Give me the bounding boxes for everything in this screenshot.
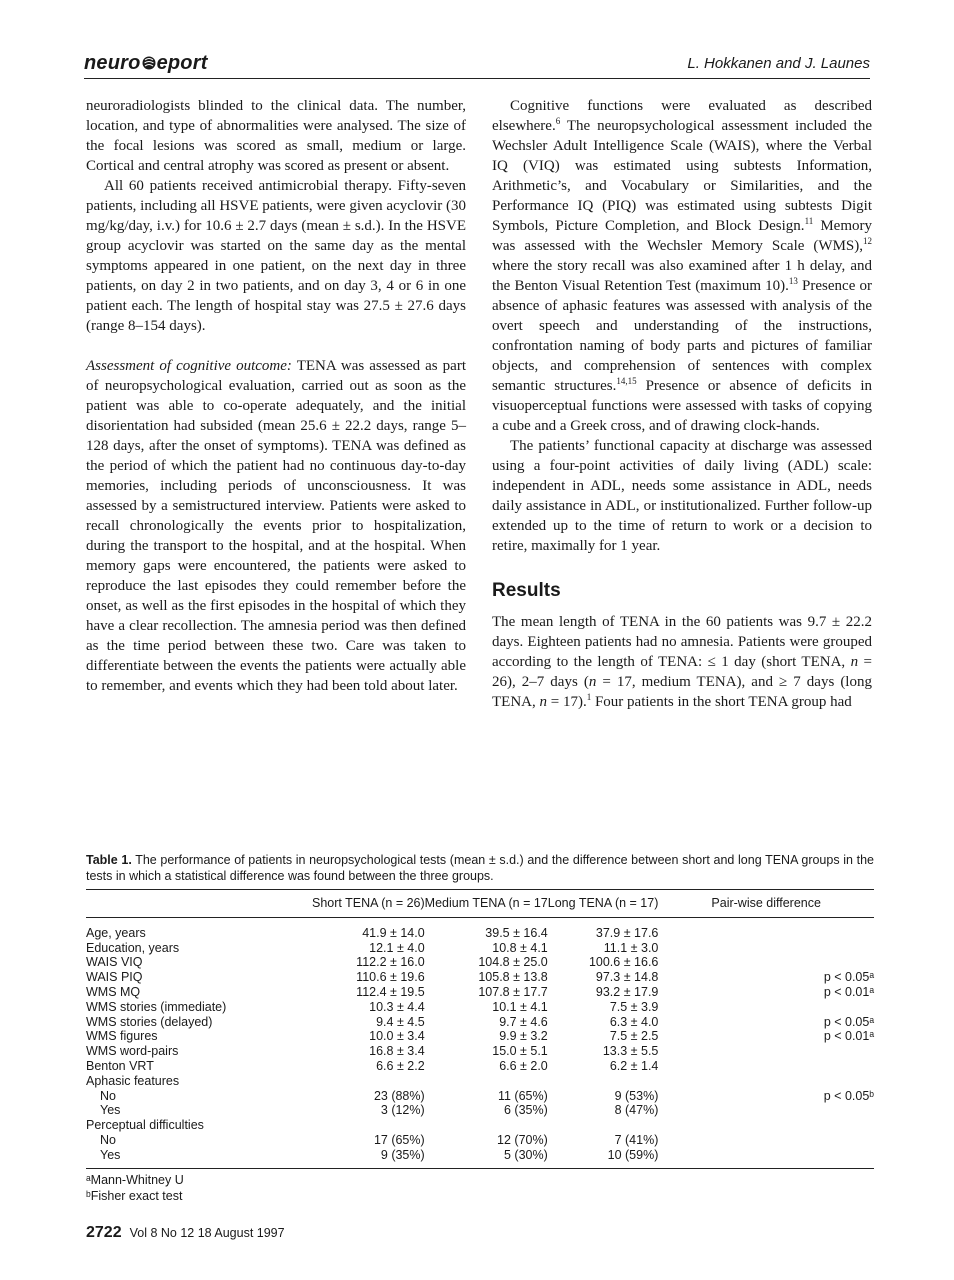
table-header-cell xyxy=(86,890,312,918)
table-header-cell: Pair-wise difference xyxy=(658,890,874,918)
table-cell-short: 17 (65%) xyxy=(373,1132,425,1147)
table-cell-diff xyxy=(658,1118,874,1133)
text-segment: The mean length of TENA in the 60 patients was 9.7 ± 22.2 days. Eighteen patients had no amnesia. Patients were grouped according to the length of TENA: ≤ 1 day (short TENA, xyxy=(492,614,872,670)
table-cell-diff: p < 0.01ᵃ xyxy=(823,984,874,999)
text-segment: Presence or absence of deficits in visuoperceptual functions were assessed with tasks of copying a cube and a Greek cross, and of drawing clock-hands. xyxy=(492,378,872,434)
footnote-fisher: ᵇFisher exact test xyxy=(86,1189,183,1203)
table-cell-diff: p < 0.05ᵃ xyxy=(823,1014,874,1029)
table-footnotes xyxy=(86,1172,184,1204)
table-row-label: WMS figures xyxy=(86,1029,158,1044)
table-cell-long: 10 (59%) xyxy=(548,1148,659,1168)
table-cell-diff xyxy=(658,941,874,956)
table-row xyxy=(86,1089,874,1104)
table-cell-medium: 6.6 ± 2.0 xyxy=(499,1058,548,1073)
table-header-cell: Long TENA (n = 17) xyxy=(548,890,659,918)
table-row xyxy=(86,1074,874,1089)
table-cell-medium: 6 (35%) xyxy=(503,1103,548,1118)
paragraph-results xyxy=(492,612,872,712)
table-cell-diff xyxy=(658,1074,874,1089)
table-row xyxy=(86,955,874,970)
subsection-heading-cognitive-outcome: Assessment of cognitive outcome: xyxy=(86,358,292,374)
journal-title-right: eport xyxy=(156,52,208,74)
table-row xyxy=(86,1133,874,1148)
table-cell-medium: 10.8 ± 4.1 xyxy=(492,940,548,955)
table-caption-label: Table 1. xyxy=(86,853,132,867)
table-cell-long xyxy=(548,1074,659,1089)
table-row xyxy=(86,1059,874,1074)
page-footer xyxy=(86,1224,285,1242)
table-body xyxy=(86,917,874,1168)
table-cell-diff xyxy=(658,1000,874,1015)
table-row-label: Age, years xyxy=(86,925,146,940)
text-segment: n xyxy=(588,674,597,690)
table-row-label: WMS stories (immediate) xyxy=(86,999,227,1014)
table-header-cell: Short TENA (n = 26) xyxy=(312,890,425,918)
paragraph-cognitive-outcome-text: TENA was assessed as part of neuropsychological evaluation, carried out as soon as the patient was able to co-operate adequately, and the initial disorientation had subsided (mean 25.6 ± 22.2 days, range 5–128 days, after the onset of symptoms). TENA was defined as the period of which the patient had no continuous day-to-day memories, including periods of unconsciousness. It was assessed by a semistructured interview. Patients were asked to recall chronologically the events prior to hospitalization, during the transport to the hospital, and at the hospital. When memory gaps were encountered, the patients were asked to reproduce the last episodes they could remember before the onset, as well as the first episodes in the hospital of which they have a clear recollection. The amnesia period was then defined as the time period between these two. Care was taken to differentiate between the events the patients were actually able to remember, and events which they had been told about later. xyxy=(86,358,467,694)
reference-superscript: 12 xyxy=(863,236,872,246)
table-cell-diff: p < 0.01ᵃ xyxy=(823,1029,874,1044)
reference-superscript: 1 xyxy=(586,692,592,702)
table-cell-long: 9 (53%) xyxy=(614,1088,659,1103)
table-cell-long xyxy=(548,1118,659,1133)
journal-title-left: neuro xyxy=(84,52,141,74)
table-cell-diff xyxy=(658,1103,874,1118)
text-segment: = 17, medium TENA), and ≥ 7 days (long TENA, xyxy=(492,674,872,710)
table-header-cell: Medium TENA (n = 17 xyxy=(425,890,548,918)
table-header-row xyxy=(86,890,874,918)
reference-superscript: 14,15 xyxy=(616,376,637,386)
paragraph-functional-capacity: The patients’ functional capacity at discharge was assessed using a four-point activities of daily living (ADL) scale: independent in ADL, needs some assistance in ADL, needs daily assistance in ADL, or institutionalized. Further follow-up extended up to the time of return to work or a decision to retire, maximally for 1 year. xyxy=(492,438,872,554)
text-segment: Cognitive functions were evaluated as described elsewhere. xyxy=(492,98,872,134)
table-row xyxy=(86,1148,874,1168)
table-cell-short: 16.8 ± 3.4 xyxy=(369,1044,425,1059)
table-cell-diff xyxy=(658,1059,874,1074)
paragraph-antimicrobial-therapy: All 60 patients received antimicrobial therapy. Fifty-seven patients, including all HSVE patients, were given acyclovir (30 mg/kg/day, i.v.) for 10.6 ± 2.7 days (mean ± s.d.). In the HSVE group acyclovir was started on the same day as the mental symptoms appeared in one patient, on the next day in three patients, on day 2 in two patients, and on day 3, 4 or 6 in one patient each. The length of hospital stay was 27.5 ± 27.6 days (range 8–154 days). xyxy=(86,178,466,334)
text-segment: n xyxy=(850,654,859,670)
table-row-label: Yes xyxy=(86,1148,312,1168)
table-cell-medium: 9.7 ± 4.6 xyxy=(499,1014,548,1029)
table-row-label: Benton VRT xyxy=(86,1058,154,1073)
table-cell-medium: 9.9 ± 3.2 xyxy=(499,1029,548,1044)
table-row xyxy=(86,917,874,940)
table-cell-medium: 12 (70%) xyxy=(497,1132,548,1147)
table-row-label: Yes xyxy=(100,1103,121,1118)
table-cell-medium: 39.5 ± 16.4 xyxy=(485,925,548,940)
text-segment: n xyxy=(539,694,547,710)
table-cell-long: 8 (47%) xyxy=(614,1103,659,1118)
text-segment: Memory was assessed with the Wechsler Memory Scale (WMS), xyxy=(492,218,872,254)
paragraph-cognitive-functions xyxy=(492,96,872,436)
table-cell-medium: 11 (65%) xyxy=(497,1088,548,1103)
table-cell-diff xyxy=(658,917,874,940)
table-cell-short: 6.6 ± 2.2 xyxy=(376,1058,425,1073)
table-cell-short xyxy=(312,1074,425,1089)
table-cell-long: 6.3 ± 4.0 xyxy=(609,1014,659,1029)
table-cell-diff: p < 0.05ᵃ xyxy=(823,970,874,985)
section-heading-results: Results xyxy=(492,580,561,601)
table-row-label: No xyxy=(100,1132,116,1147)
table-caption-text: The performance of patients in neuropsychological tests (mean ± s.d.) and the difference between short and long TENA groups in the tests in which a statistical difference was found between the three groups. xyxy=(86,853,874,883)
table-cell-long: 97.3 ± 14.8 xyxy=(595,970,659,985)
table-row-label: WAIS PIQ xyxy=(86,970,143,985)
table-cell-short: 23 (88%) xyxy=(373,1088,425,1103)
page-number: 2722 xyxy=(86,1224,122,1241)
table-cell-long: 93.2 ± 17.9 xyxy=(595,984,659,999)
table-cell-short: 10.3 ± 4.4 xyxy=(369,999,425,1014)
running-header xyxy=(84,50,870,79)
text-segment: where the story recall was also examined after 1 h delay, and the Benton Visual Retention Test (maximum 10). xyxy=(492,258,872,294)
table-row-label: Aphasic features xyxy=(86,1073,180,1088)
table-row-label: WMS stories (delayed) xyxy=(86,1014,213,1029)
results-table xyxy=(86,889,874,1169)
table-row xyxy=(86,985,874,1000)
table-row-label: WMS word-pairs xyxy=(86,1044,179,1059)
running-authors: L. Hokkanen and J. Launes xyxy=(687,55,870,72)
table-cell-diff xyxy=(658,955,874,970)
right-column xyxy=(492,96,872,712)
table-row-label: WMS MQ xyxy=(86,984,141,999)
paragraph-cognitive-outcome xyxy=(86,356,466,696)
reference-superscript: 13 xyxy=(788,276,798,286)
reference-superscript: 6 xyxy=(555,116,561,126)
left-column xyxy=(86,96,466,696)
table-cell-long: 7.5 ± 2.5 xyxy=(609,1029,659,1044)
table-cell-medium: 15.0 ± 5.1 xyxy=(492,1044,548,1059)
table-cell-short: 110.6 ± 19.6 xyxy=(356,970,425,985)
table-cell-long: 13.3 ± 5.5 xyxy=(602,1044,659,1059)
table-cell-diff xyxy=(658,1044,874,1059)
table-cell-medium xyxy=(425,1118,548,1133)
table-cell-long: 7 (41%) xyxy=(614,1132,659,1147)
table-cell-diff: p < 0.05ᵇ xyxy=(823,1088,874,1103)
table-cell-short xyxy=(312,1118,425,1133)
neuroreport-logo-icon xyxy=(142,54,156,70)
table-cell-long: 6.2 ± 1.4 xyxy=(609,1058,659,1073)
text-segment: = 26), 2–7 days ( xyxy=(492,654,872,690)
table-cell-medium: 105.8 ± 13.8 xyxy=(478,970,548,985)
table-cell-short: 10.0 ± 3.4 xyxy=(369,1029,425,1044)
table-cell-short: 9.4 ± 4.5 xyxy=(376,1014,425,1029)
table-caption xyxy=(86,852,874,884)
table-row-label: No xyxy=(100,1088,116,1103)
table-cell-short: 12.1 ± 4.0 xyxy=(369,940,425,955)
text-segment: = 17). xyxy=(547,694,587,710)
table-cell-medium: 107.8 ± 17.7 xyxy=(478,984,548,999)
journal-title xyxy=(84,52,208,75)
table-row xyxy=(86,941,874,956)
issue-citation: Vol 8 No 12 18 August 1997 xyxy=(129,1226,285,1240)
table-cell-short: 41.9 ± 14.0 xyxy=(362,925,425,940)
footnote-mann-whitney: ᵃMann-Whitney U xyxy=(86,1173,184,1187)
table-cell-short: 9 (35%) xyxy=(312,1148,425,1168)
table-cell-medium: 5 (30%) xyxy=(425,1148,548,1168)
table-cell-diff xyxy=(658,1148,874,1168)
table-cell-long: 37.9 ± 17.6 xyxy=(595,925,659,940)
table-row xyxy=(86,1044,874,1059)
table-row xyxy=(86,1118,874,1133)
table-row-label: Perceptual difficulties xyxy=(86,1118,204,1133)
table-cell-medium: 104.8 ± 25.0 xyxy=(478,955,548,970)
text-segment: The neuropsychological assessment included the Wechsler Adult Intelligence Scale (WAIS), where the Verbal IQ (VIQ) was estimated using subtests Information, Arithmetic’s, and Vocabulary or Similarities, and the Performance IQ (PIQ) was estimated using subtests Digit Symbols, Picture Completion, and Block Design. xyxy=(492,118,872,234)
table-row xyxy=(86,1015,874,1030)
table-row xyxy=(86,1000,874,1015)
text-segment: Presence or absence of aphasic features was assessed with analysis of the overt speech and understanding of the instructions, confrontation naming of body parts and pictures of familiar objects, and comprehension of sentences with complex semantic structures. xyxy=(492,278,872,394)
table-cell-long: 7.5 ± 3.9 xyxy=(609,999,659,1014)
table-row-label: WAIS VIQ xyxy=(86,955,143,970)
table-cell-long: 100.6 ± 16.6 xyxy=(588,955,659,970)
paragraph-neuroradiology: neuroradiologists blinded to the clinical data. The number, location, and type of abnormalities were analysed. The size of the focal lesions was scored as small, medium or large. Cortical and central atrophy was scored as present or absent. xyxy=(86,98,466,174)
table-row xyxy=(86,1029,874,1044)
text-segment: Four patients in the short TENA group had xyxy=(591,694,852,710)
table-row xyxy=(86,1103,874,1118)
table-cell-short: 112.2 ± 16.0 xyxy=(356,955,425,970)
table-cell-diff xyxy=(658,1133,874,1148)
table-row-label: Education, years xyxy=(86,940,180,955)
table-cell-short: 3 (12%) xyxy=(380,1103,425,1118)
table-cell-medium xyxy=(425,1074,548,1089)
table-cell-short: 112.4 ± 19.5 xyxy=(356,984,425,999)
table-row xyxy=(86,970,874,985)
reference-superscript: 11 xyxy=(804,216,814,226)
table-cell-long: 11.1 ± 3.0 xyxy=(603,940,659,955)
table-cell-medium: 10.1 ± 4.1 xyxy=(492,999,548,1014)
